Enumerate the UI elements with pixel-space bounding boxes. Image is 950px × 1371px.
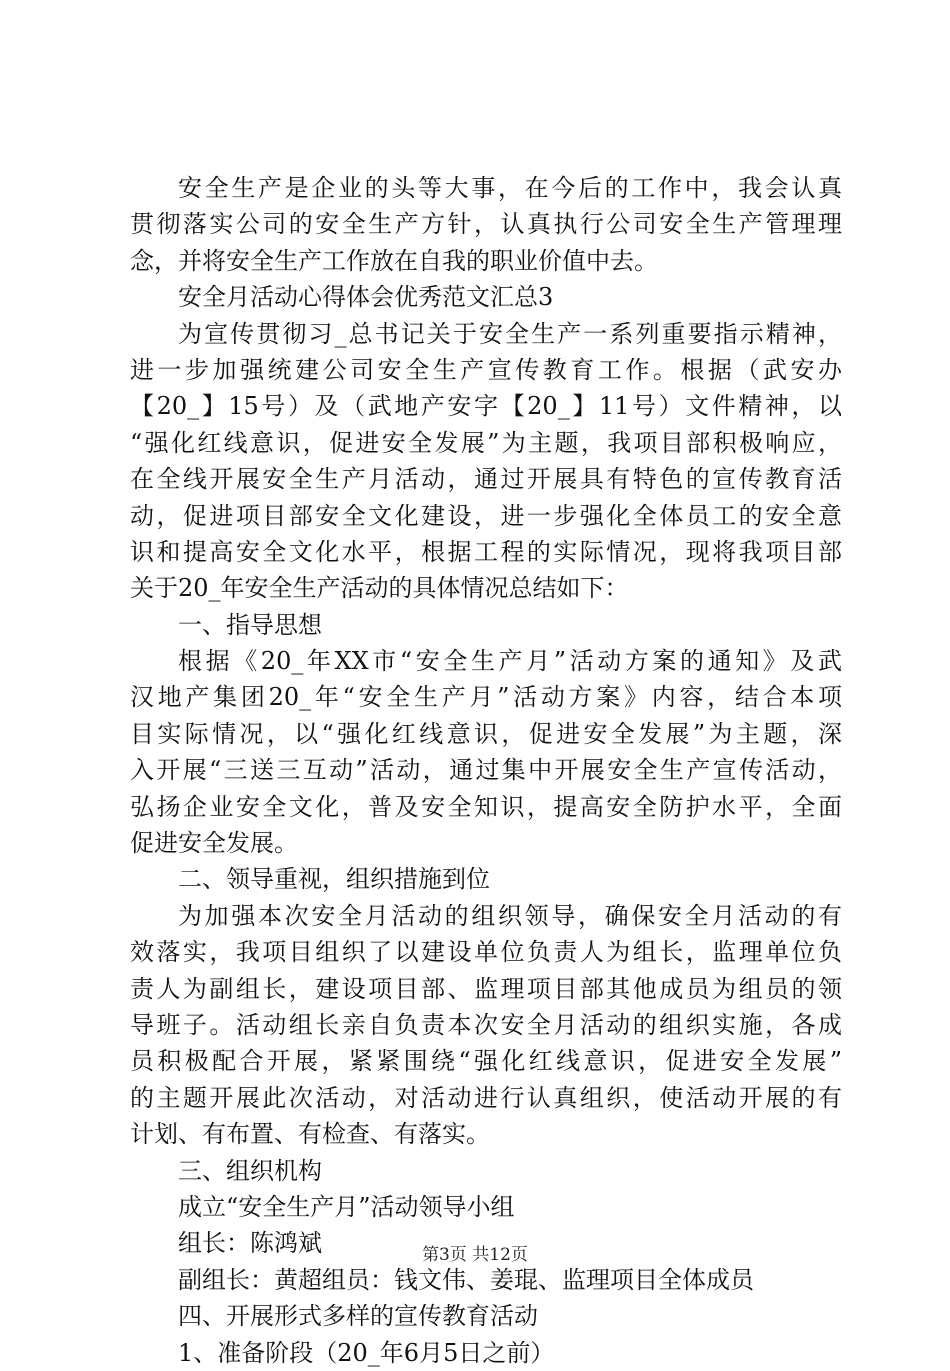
text-line: 计划、有布置、有检查、有落实。	[130, 1120, 490, 1149]
text-line: 1、准备阶段（20_年6月5日之前）	[178, 1338, 555, 1367]
text-line: 弘扬企业安全文化，普及安全知识，提高安全防护水平，全面	[130, 792, 842, 821]
text-line: 员积极配合开展，紧紧围绕“强化红线意识，促进安全发展”	[130, 1047, 842, 1076]
text-line: 一、指导思想	[178, 610, 322, 639]
text-line: 责人为副组长，建设项目部、监理项目部其他成员为组员的领	[130, 974, 842, 1003]
text-line: 在全线开展安全生产月活动，通过开展具有特色的宣传教育活	[130, 465, 842, 494]
text-line: 动，促进项目部安全文化建设，进一步强化全体员工的安全意	[130, 501, 842, 530]
text-line: 副组长：黄超组员：钱文伟、姜琨、监理项目全体成员	[178, 1265, 754, 1294]
page-footer: 第3页 共12页	[422, 1245, 528, 1265]
text-line: 促进安全发展。	[130, 829, 298, 858]
text-line: 汉地产集团20_年“安全生产月”活动方案》内容，结合本项	[130, 683, 842, 712]
text-line: 三、组织机构	[178, 1156, 322, 1185]
text-line: 效落实，我项目组织了以建设单位负责人为组长，监理单位负	[130, 938, 842, 967]
text-line: 目实际情况，以“强化红线意识，促进安全发展”为主题，深	[130, 719, 842, 748]
text-line: 为加强本次安全月活动的组织领导，确保安全月活动的有	[178, 901, 842, 930]
text-line: 安全生产是企业的头等大事，在今后的工作中，我会认真	[178, 174, 842, 202]
text-line: 安全月活动心得体会优秀范文汇总3	[178, 283, 554, 312]
text-line: 【20_】15号）及（武地产安字【20_】11号）文件精神，以	[130, 392, 842, 421]
text-line: 关于20_年安全生产活动的具体情况总结如下：	[130, 574, 629, 603]
document-body	[130, 170, 842, 1371]
text-line: 导班子。活动组长亲自负责本次安全月活动的组织实施，各成	[130, 1010, 842, 1039]
text-line: 进一步加强统建公司安全生产宣传教育工作。根据（武安办	[130, 355, 842, 384]
text-line: 成立“安全生产月”活动领导小组	[178, 1192, 515, 1221]
text-line: 入开展“三送三互动”活动，通过集中开展安全生产宣传活动，	[130, 756, 842, 785]
text-line: 念，并将安全生产工作放在自我的职业价值中去。	[130, 246, 658, 275]
text-line: 的主题开展此次活动，对活动进行认真组织，使活动开展的有	[130, 1083, 842, 1112]
text-line: 根据《20_年XX市“安全生产月”活动方案的通知》及武	[178, 647, 842, 676]
text-line: 为宣传贯彻习_总书记关于安全生产一系列重要指示精神，	[178, 319, 842, 348]
text-line: “强化红线意识，促进安全发展”为主题，我项目部积极响应，	[130, 428, 842, 457]
text-line: 二、领导重视，组织措施到位	[178, 865, 490, 894]
text-line: 贯彻落实公司的安全生产方针，认真执行公司安全生产管理理	[130, 210, 842, 239]
text-line: 组长：陈鸿斌	[178, 1229, 322, 1258]
text-line: 识和提高安全文化水平，根据工程的实际情况，现将我项目部	[130, 537, 842, 566]
text-line: 四、开展形式多样的宣传教育活动	[178, 1302, 538, 1331]
